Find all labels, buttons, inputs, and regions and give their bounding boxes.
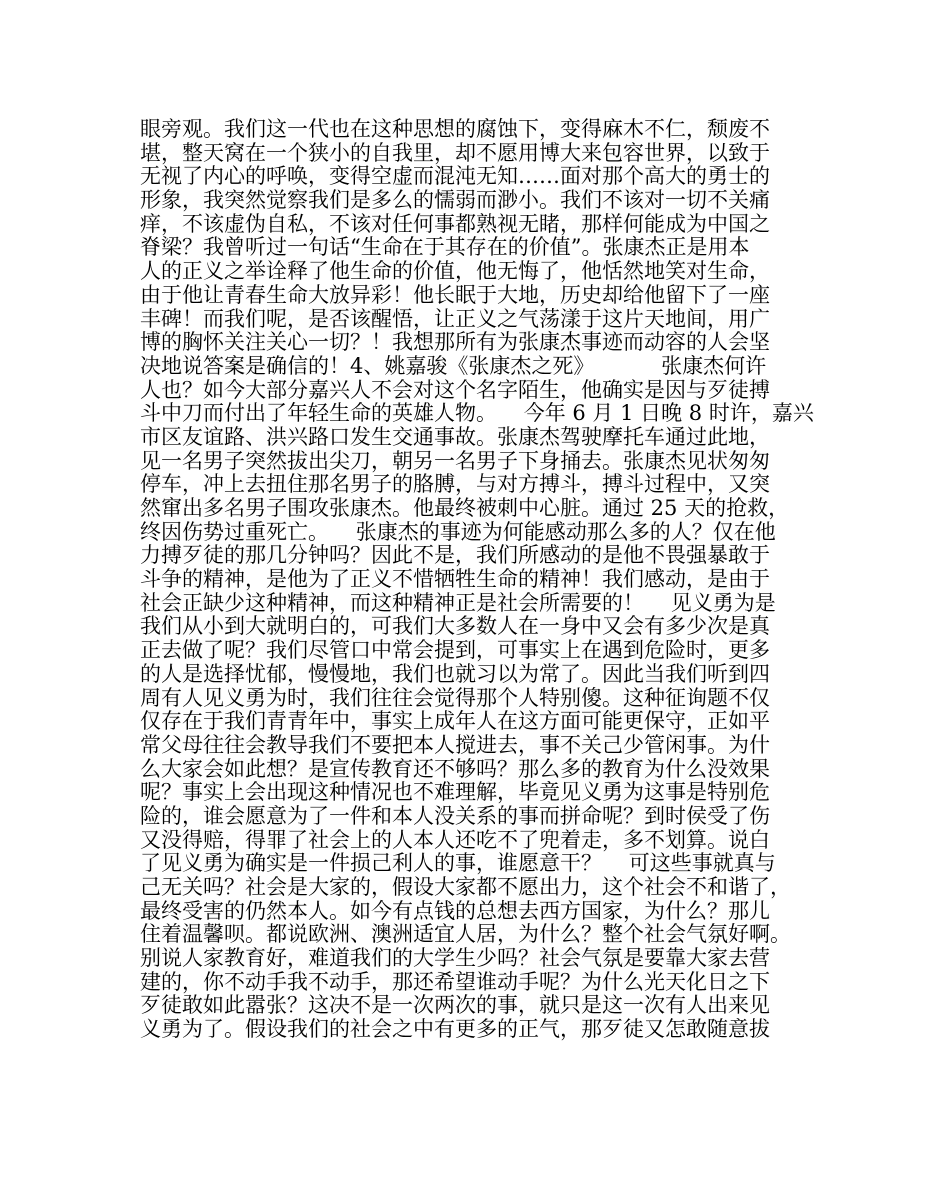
- text-line: 社会正缺少这种精神，而这种精神正是社会所需要的！ 见义勇为是: [140, 590, 776, 615]
- text-line: 周有人见义勇为时，我们往往会觉得那个人特别傻。这种征询题不仅: [140, 685, 770, 710]
- text-line: 己无关吗？社会是大家的，假设大家都不愿出力，这个社会不和谐了，: [140, 875, 791, 899]
- text-line: 痒，不该虚伪自私，不该对任何事都熟视无睹，那样何能成为中国之: [140, 211, 770, 236]
- text-line: 斗中刀而付出了年轻生命的英雄人物。 今年 6 月 1 日晚 8 时许，嘉兴: [140, 401, 814, 426]
- text-line: 正去做了呢？我们尽管口中常会提到，可事实上在遇到危险时，更多: [140, 638, 770, 663]
- text-line: 了见义勇为确实是一件损己利人的事，谁愿意干？ 可这些事就真与: [140, 851, 776, 876]
- text-line: 险的，谁会愿意为了一件和本人没关系的事而拼命呢？到时侯受了伤: [140, 803, 770, 828]
- text-line: 人的正义之举诠释了他生命的价值，他无悔了，他恬然地笑对生命，: [140, 259, 770, 284]
- text-line: 建的，你不动手我不动手，那还希望谁动手呢？为什么光天化日之下: [140, 969, 770, 994]
- text-line: 堪，整天窝在一个狭小的自我里，却不愿用博大来包容世界，以致于: [140, 140, 770, 165]
- text-line: 见一名男子突然拔出尖刀，朝另一名男子下身捅去。张康杰见状匆匆: [140, 448, 770, 473]
- text-line: 脊梁？我曾听过一句话“生命在于其存在的价值”。张康杰正是用本: [140, 235, 750, 260]
- text-line: 常父母往往会教导我们不要把本人搅进去，事不关己少管闲事。为什: [140, 732, 770, 757]
- text-line: 住着温馨呗。都说欧洲、澳洲适宜人居，为什么？整个社会气氛好啊。: [140, 922, 791, 947]
- text-line: 眼旁观。我们这一代也在这种思想的腐蚀下，变得麻木不仁，颓废不: [140, 117, 770, 141]
- text-line: 斗争的精神，是他为了正义不惜牺牲生命的精神！我们感动，是由于: [140, 567, 770, 592]
- text-line: 市区友谊路、洪兴路口发生交通事故。张康杰驾驶摩托车通过此地，: [140, 424, 770, 449]
- text-line: 人也？如今大部分嘉兴人不会对这个名字陌生，他确实是因与歹徒搏: [140, 377, 770, 402]
- text-line: 最终受害的仍然本人。如今有点钱的总想去西方国家，为什么？那儿: [140, 898, 770, 923]
- text-line: 博的胸怀关注关心一切？！我想那所有为张康杰事迹而动容的人会坚: [140, 330, 770, 355]
- text-line: 别说人家教育好，难道我们的大学生少吗？社会气氛是要靠大家去营: [140, 946, 770, 971]
- text-line: 停车，冲上去扭住那名男子的胳膊，与对方搏斗，搏斗过程中，又突: [140, 472, 770, 497]
- text-line: 仅存在于我们青青年中，事实上成年人在这方面可能更保守，正如平: [140, 709, 770, 734]
- text-line: 么大家会如此想？是宣传教育还不够吗？那么多的教育为什么没效果: [140, 756, 770, 781]
- text-line: 歹徒敢如此嚣张？这决不是一次两次的事，就只是这一次有人出来见: [140, 993, 770, 1018]
- text-line: 无视了内心的呼唤，变得空虚而混沌无知……面对那个高大的勇士的: [140, 164, 770, 189]
- body-text: [140, 118, 830, 1042]
- text-line: 决地说答案是确信的！4、姚嘉骏《张康杰之死》 张康杰何许: [140, 353, 767, 378]
- text-line: 呢？事实上会出现这种情况也不难理解，毕竟见义勇为这事是特别危: [140, 780, 770, 805]
- text-line: 形象，我突然觉察我们是多么的懦弱而渺小。我们不该对一切不关痛: [140, 188, 770, 213]
- text-line: 我们从小到大就明白的，可我们大多数人在一身中又会有多少次是真: [140, 614, 770, 639]
- text-line: 由于他让青春生命大放异彩！他长眠于大地，历史却给他留下了一座: [140, 282, 770, 307]
- text-line: 力搏歹徒的那几分钟吗？因此不是，我们所感动的是他不畏强暴敢于: [140, 543, 770, 568]
- text-line: 然窜出多名男子围攻张康杰。他最终被刺中心脏。通过 25 天的抢救，: [140, 496, 790, 520]
- text-line: 的人是选择忧郁，慢慢地，我们也就习以为常了。因此当我们听到四: [140, 661, 770, 686]
- text-line: 丰碑！而我们呢，是否该醒悟，让正义之气荡漾于这片天地间，用广: [140, 306, 770, 331]
- text-line: 义勇为了。假设我们的社会之中有更多的正气，那歹徒又怎敢随意拔: [140, 1017, 770, 1042]
- text-line: 终因伤势过重死亡。 张康杰的事迹为何能感动那么多的人？仅在他: [140, 519, 776, 544]
- text-line: 又没得赔，得罪了社会上的人本人还吃不了兜着走，多不划算。说白: [140, 827, 770, 852]
